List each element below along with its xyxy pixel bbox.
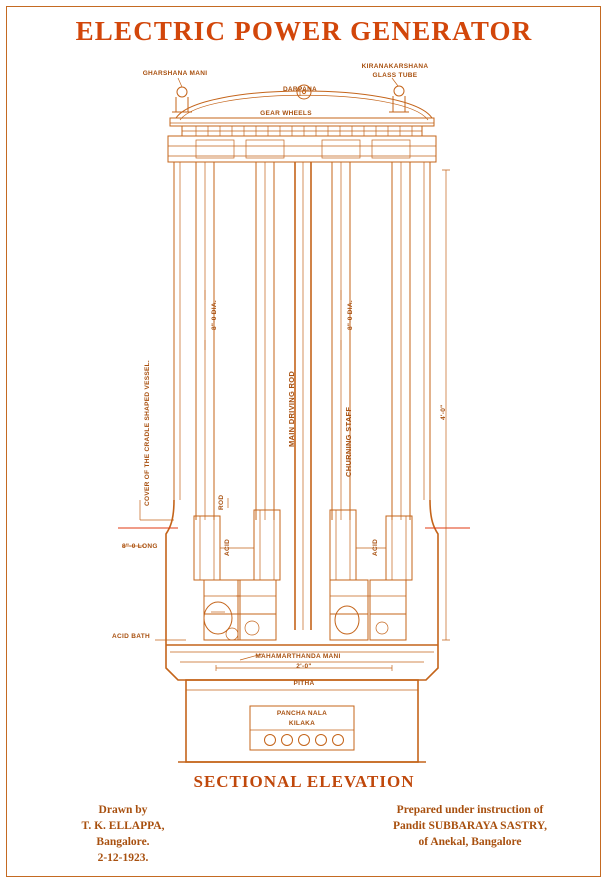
label-gharshana-mani: GHARSHANA MANI [142, 70, 208, 77]
label-churning-staff: CHURNING STAFF [344, 406, 353, 477]
credit-left-line4: 2-12-1923. [97, 852, 149, 864]
label-cover-vessel: COVER OF THE CRADLE SHAPED VESSEL. [144, 360, 151, 506]
label-pitha: PITHA [293, 680, 315, 687]
label-dia-left: 8"-0 DIA. [211, 300, 218, 330]
label-acid-left: ACID [224, 538, 231, 556]
drawing-caption: SECTIONAL ELEVATION [193, 772, 415, 791]
label-width-dimension: 2'-0" [296, 663, 312, 670]
label-darpana: DARPANA [282, 86, 318, 93]
label-long-dimension: 8"-0 LONG [122, 543, 158, 550]
credit-left-line1: Drawn by [98, 804, 148, 816]
label-gear-wheels: GEAR WHEELS [260, 110, 312, 117]
credit-right-line3: of Anekal, Bangalore [418, 836, 522, 848]
label-kilaka: KILAKA [288, 720, 316, 727]
label-mahamarthanda-mani: MAHAMARTHANDA MANI [255, 653, 341, 660]
label-height-dimension: 4'-0" [440, 404, 447, 420]
label-acid-right: ACID [372, 538, 379, 556]
label-kiranakarshana: KIRANAKARSHANA [361, 63, 429, 70]
credit-right-line1: Prepared under instruction of [396, 804, 544, 816]
label-rod: ROD [218, 494, 225, 510]
label-main-driving-rod: MAIN DRIVING ROD [287, 370, 296, 447]
page-title: ELECTRIC POWER GENERATOR [75, 16, 533, 46]
credit-right-line2: Pandit SUBBARAYA SASTRY, [393, 820, 547, 832]
label-dia-right: 8"-0 DIA. [347, 300, 354, 330]
label-glass-tube: GLASS TUBE [372, 72, 418, 79]
credit-left-line2: T. K. ELLAPPA, [81, 820, 165, 832]
label-acid-bath: ACID BATH [112, 633, 150, 640]
label-pancha-nala: PANCHA NALA [276, 710, 328, 717]
credit-left-line3: Bangalore. [96, 836, 150, 848]
credit-drawn-by [48, 802, 198, 866]
credit-prepared-under [360, 802, 580, 850]
